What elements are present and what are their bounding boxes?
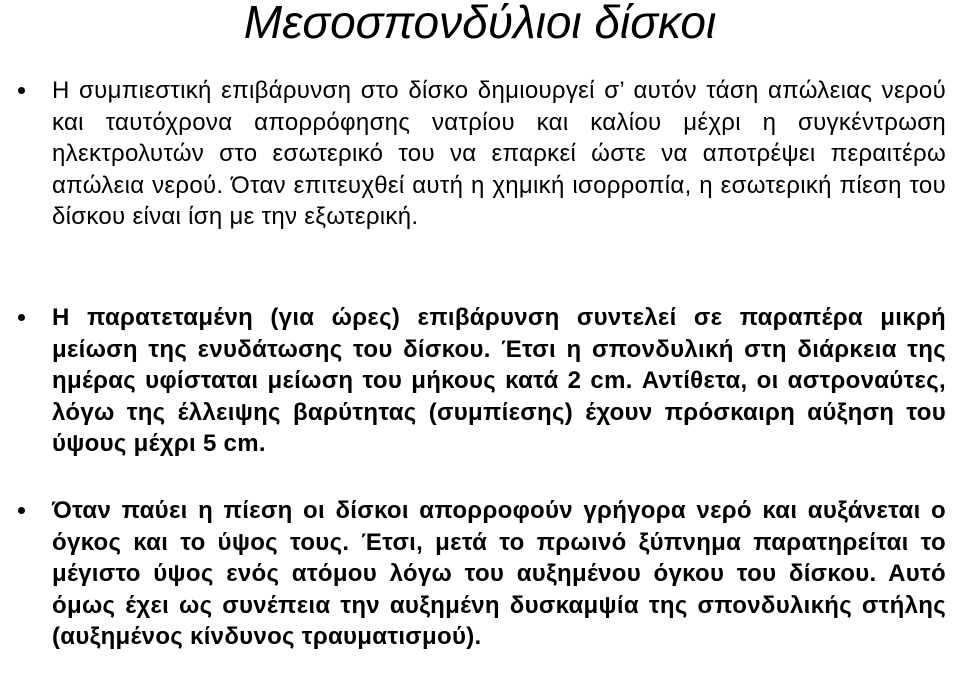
bullet-marker-icon [18, 507, 25, 514]
bullet-text: Η συμπιεστική επιβάρυνση στο δίσκο δημιουργεί σ’ αυτόν τάση απώλειας νερού και ταυτόχρονα απορρόφησης νατρίου και καλίου μέχρι η συγκέντρωση ηλεκτρολυτών στο εσωτερικό του να επαρκεί ώστε να αποτρέψει περαιτέρω απώλεια νερού. Όταν επιτευχθεί αυτή η χημική ισορροπία, η εσωτερική πίεση του δίσκου είναι ίση με την εξωτερική. [52, 77, 946, 230]
slide-title: Μεσοσπονδύλιοι δίσκοι [243, 0, 717, 48]
bullet-text: Η παρατεταμένη (για ώρες) επιβάρυνση συντελεί σε παραπέρα μικρή μείωση της ενυδάτωσης του δίσκου. Έτσι η σπονδυλική στη διάρκεια της ημέρας υφίσταται μείωση του μήκους κατά 2 cm. Αντίθετα, οι αστροναύτες, λόγω της έλλειψης βαρύτητας (συμπίεσης) έχουν πρόσκαιρη αύξηση του ύψους μέχρι 5 cm. [52, 304, 946, 457]
bullet-item-3 [52, 495, 946, 653]
bullet-marker-icon [18, 87, 25, 94]
bullet-item-2 [52, 302, 946, 460]
bullet-item-1 [52, 75, 946, 233]
bullet-text: Όταν παύει η πίεση οι δίσκοι απορροφούν γρήγορα νερό και αυξάνεται ο όγκος και το ύψος τους. Έτσι, μετά το πρωινό ξύπνημα παρατηρείται το μέγιστο ύψος ενός ατόμου λόγω του αυξημένου όγκου του δίσκου. Αυτό όμως έχει ως συνέπεια την αυξημένη δυσκαμψία της σπονδυλικής στήλης (αυξημένος κίνδυνος τραυματισμού). [52, 497, 946, 650]
bullet-marker-icon [18, 314, 25, 321]
